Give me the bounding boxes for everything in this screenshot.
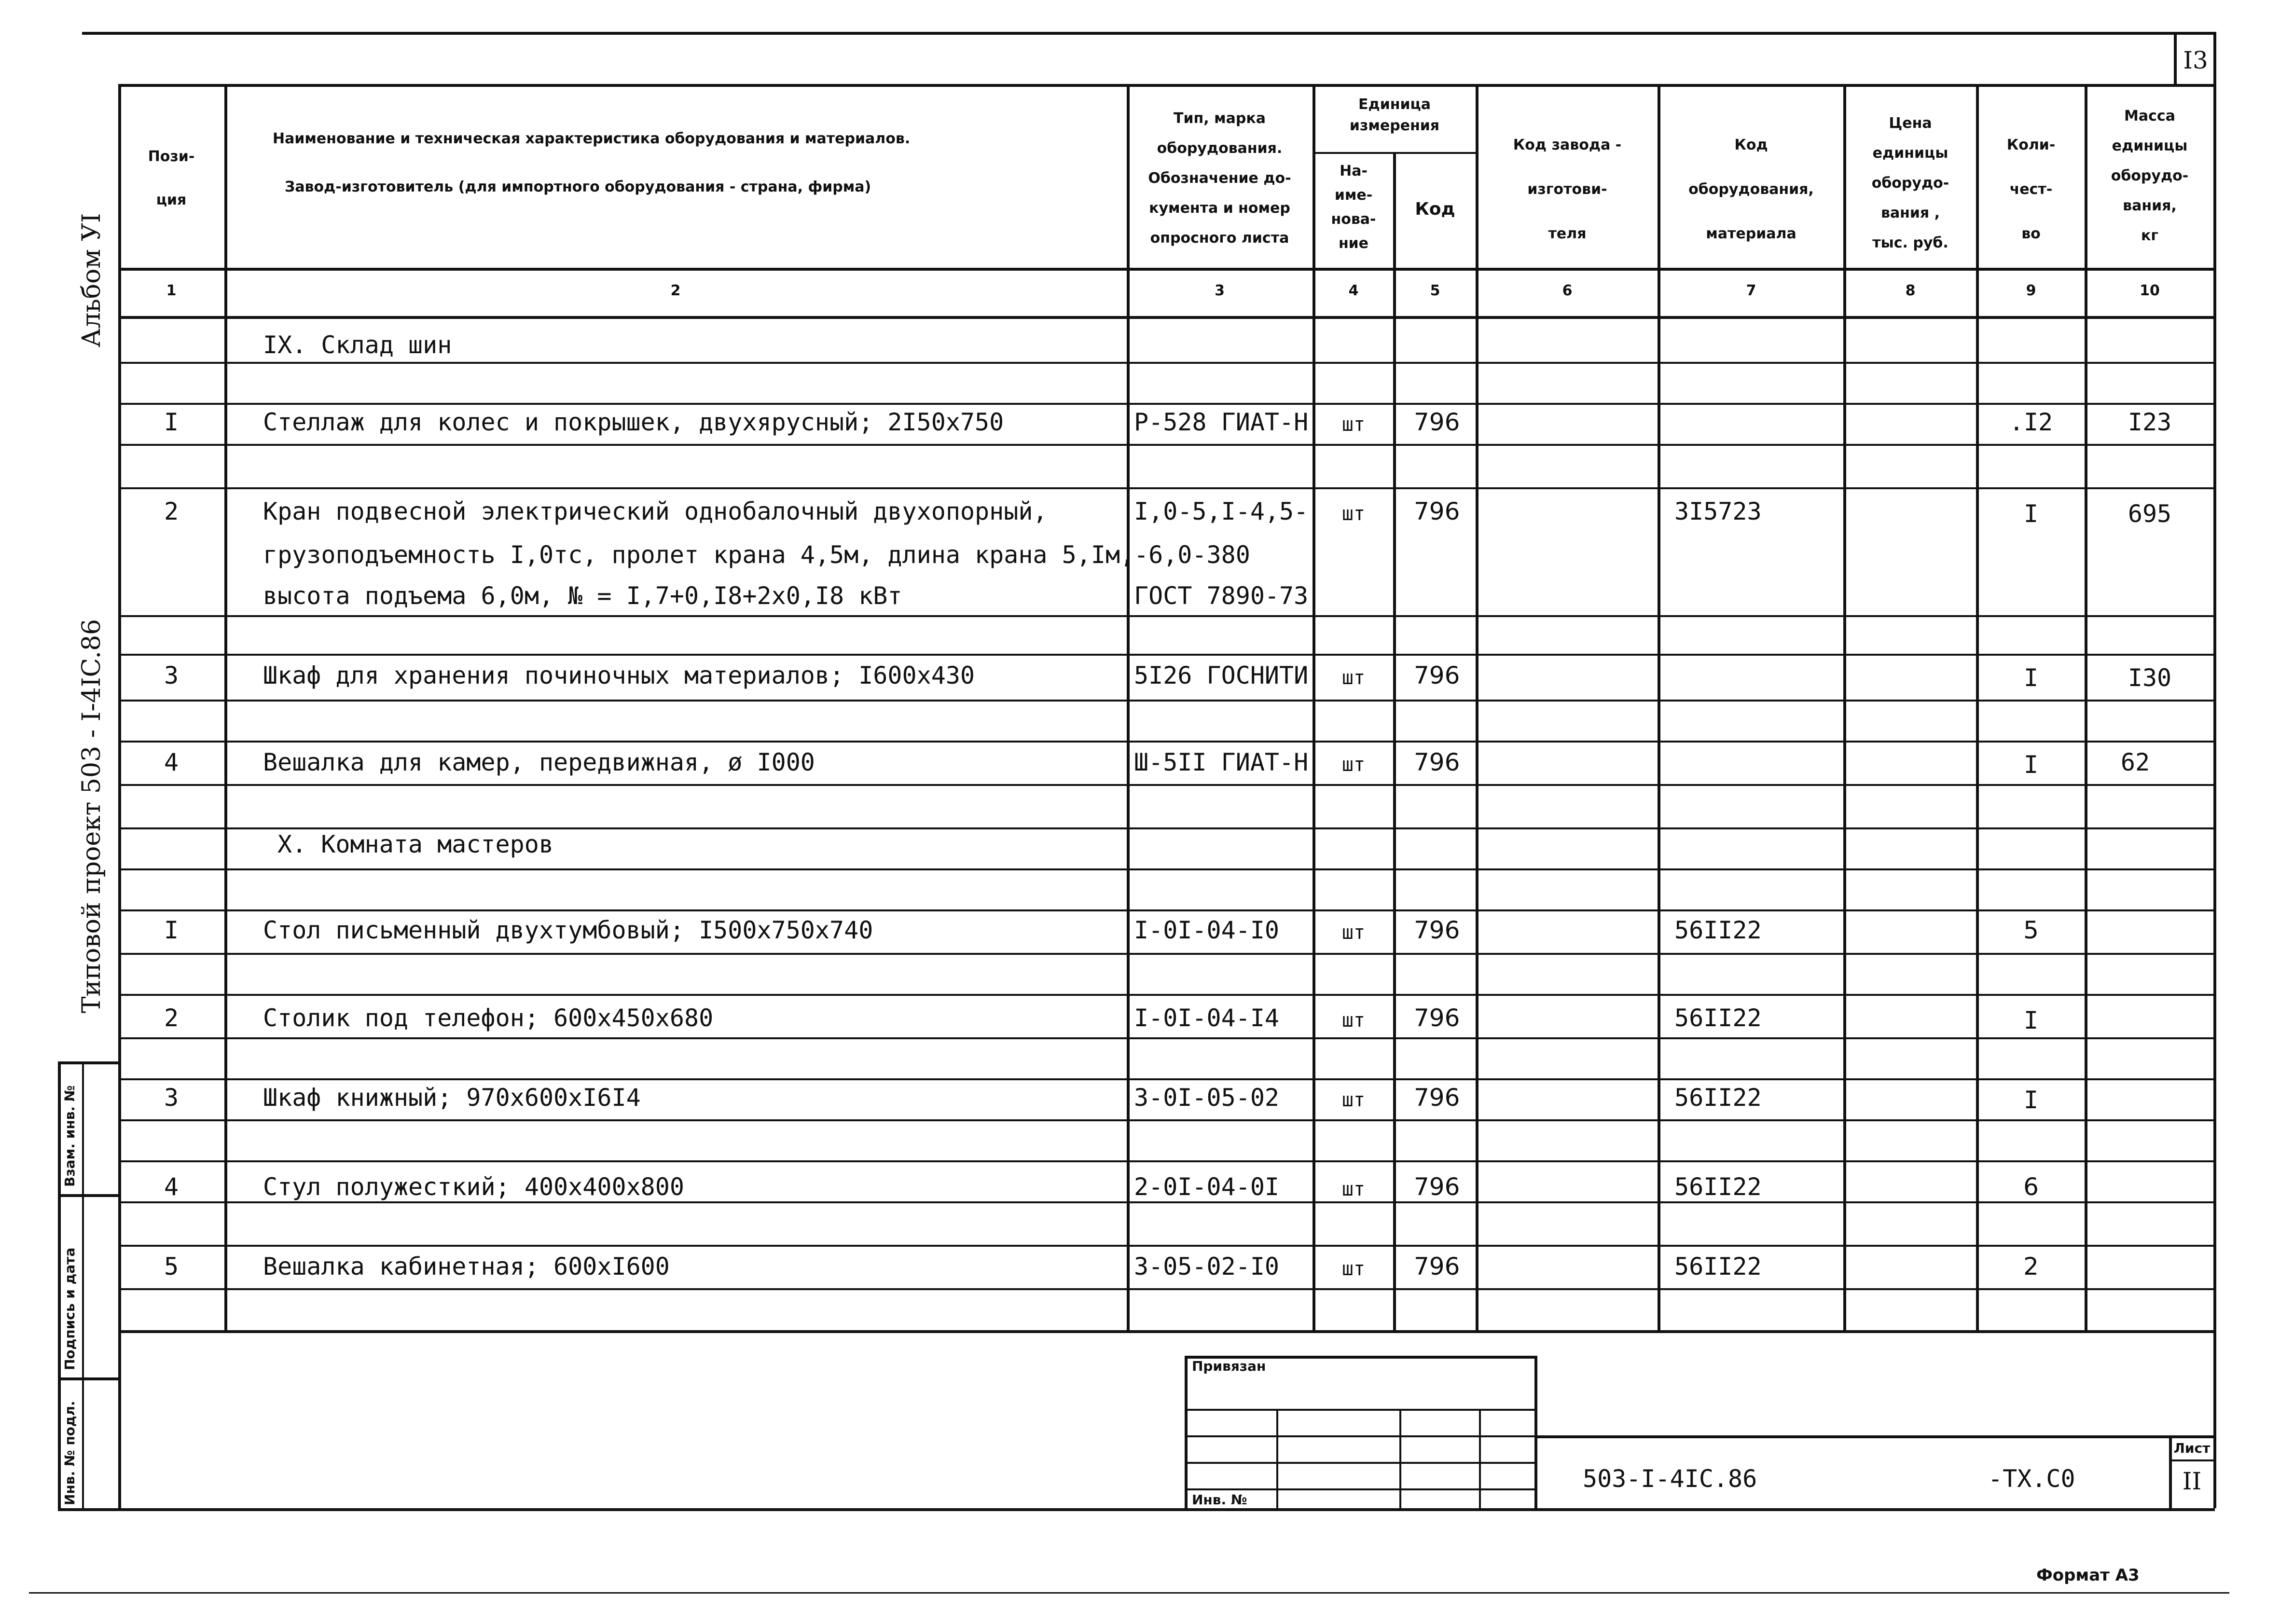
row-pos: 3 <box>164 1084 179 1112</box>
header-type-3: Обозначение до- <box>1148 170 1291 187</box>
colnum-8: 8 <box>1905 282 1916 299</box>
side-project: Типовой проект 503 - I-4IC.86 <box>77 619 106 1013</box>
header-mass-2: единицы <box>2112 138 2188 154</box>
row-code: 796 <box>1414 408 1460 436</box>
row-sep <box>118 615 2215 617</box>
stamp-line <box>1185 1462 1534 1464</box>
row-sep <box>118 1288 2215 1290</box>
stamp-line <box>1276 1409 1278 1508</box>
row-name: Стеллаж для колес и покрышек, двухярусный; 2I50х750 <box>263 408 1004 436</box>
stamp-line <box>1534 1356 1537 1508</box>
row-eq: 56II22 <box>1674 1173 1762 1201</box>
stamp-line <box>1185 1409 1534 1411</box>
row-name: Стол письменный двухтумбовый; I500х750х740 <box>263 916 873 944</box>
side-inv-podl: Инв. № подл. <box>62 1401 78 1505</box>
stamp-list-label: Лист <box>2173 1440 2211 1456</box>
row-pos: 5 <box>164 1252 179 1280</box>
row-type: 5I26 ГОСНИТИ <box>1134 661 1309 689</box>
row-unit: шт <box>1341 413 1366 436</box>
row-sep <box>118 909 2215 911</box>
stamp-list-no: II <box>2182 1467 2202 1495</box>
header-eq <box>1660 123 1842 256</box>
col-line-2 <box>1127 84 1130 1331</box>
row-type: 2-0I-04-0I <box>1134 1173 1280 1201</box>
row-qty: I <box>2023 500 2039 528</box>
header-unit-name-4: ние <box>1338 235 1369 252</box>
row-pos: I <box>164 408 179 436</box>
section-title: IX. Склад шин <box>263 331 452 359</box>
row-unit: шт <box>1341 1258 1366 1280</box>
row-eq: 56II22 <box>1674 916 1762 944</box>
stamp-privyazan: Привязан <box>1192 1358 1266 1374</box>
col-line-5 <box>1476 84 1479 1331</box>
row-pos: 4 <box>164 1173 179 1201</box>
colnum-2: 2 <box>670 282 681 299</box>
header-qty-1: Коли- <box>2006 137 2056 153</box>
row-mass: 695 <box>2128 500 2172 528</box>
header-plant-1: Код завода - <box>1513 137 1622 153</box>
left-stamp-top <box>58 1061 118 1064</box>
col-line-8 <box>1976 84 1979 1331</box>
row-code: 796 <box>1414 497 1460 525</box>
row-name: Шкаф книжный; 970х600хI6I4 <box>263 1084 641 1112</box>
header-unit-code: Код <box>1415 199 1455 219</box>
row-code: 796 <box>1414 748 1460 776</box>
row-sep <box>118 827 2215 829</box>
row-unit: шт <box>1341 1089 1366 1111</box>
colnum-9: 9 <box>2026 282 2036 299</box>
header-unit-2: измерения <box>1349 117 1440 134</box>
header-name-b: Завод-изготовитель (для импортного оборудования - страна, фирма) <box>285 179 871 195</box>
frame-bottom <box>58 1508 2215 1511</box>
row-name: Стул полужесткий; 400х400х800 <box>263 1173 684 1201</box>
header-plant-3: теля <box>1548 225 1587 242</box>
row-sep <box>118 1037 2215 1039</box>
row-unit: шт <box>1341 754 1366 776</box>
row-unit: шт <box>1341 1009 1366 1032</box>
row-name-cont: высота подъема 6,0м, № = I,7+0,I8+2х0,I8 кВт <box>263 582 902 610</box>
header-type-4: кумента и номер <box>1149 200 1290 217</box>
row-type: 3-05-02-I0 <box>1134 1252 1280 1280</box>
left-stamp-mid <box>82 1061 84 1508</box>
row-mass: 62 <box>2120 748 2150 776</box>
row-pos: I <box>164 916 179 944</box>
row-name: Столик под телефон; 600х450х680 <box>263 1004 714 1032</box>
row-sep <box>118 953 2215 955</box>
row-code: 796 <box>1414 1004 1460 1032</box>
row-qty: I <box>2023 751 2039 779</box>
row-sep <box>118 994 2215 996</box>
colnum-1: 1 <box>166 282 177 299</box>
row-sep <box>118 487 2215 489</box>
row-name-cont: грузоподъемность I,0тс, пролет крана 4,5м, длина крана 5,Iм, <box>263 541 1135 569</box>
header-mass <box>2087 101 2212 251</box>
header-qty-2: чест- <box>2009 181 2053 198</box>
row-sep <box>118 403 2215 405</box>
row-unit: шт <box>1341 922 1366 944</box>
stamp-line <box>1479 1409 1481 1508</box>
frame-right <box>2213 32 2216 1508</box>
colnum-6: 6 <box>1562 282 1573 299</box>
stamp-line <box>1185 1488 1534 1490</box>
row-sep <box>118 1119 2215 1121</box>
side-podpis: Подпись и дата <box>62 1247 78 1370</box>
colnum-4: 4 <box>1348 282 1359 299</box>
row-eq: 56II22 <box>1674 1252 1762 1280</box>
row-sep <box>118 1078 2215 1080</box>
header-mass-1: Масса <box>2124 108 2175 124</box>
row-pos: 3 <box>164 661 179 689</box>
header-name-a: Наименование и техническая характеристика оборудования и материалов. <box>273 130 911 147</box>
col-line-6 <box>1658 84 1660 1331</box>
row-qty: 2 <box>2023 1252 2039 1280</box>
header-eq-1: Код <box>1734 137 1768 153</box>
side-vzam: Взам. инв. № <box>62 1085 78 1187</box>
row-eq: 3I5723 <box>1674 497 1762 525</box>
row-pos: 4 <box>164 748 179 776</box>
header-plant-2: изготови- <box>1527 181 1607 198</box>
row-sep <box>118 700 2215 702</box>
row-name: Вешалка кабинетная; 600хI600 <box>263 1252 670 1280</box>
row-sep <box>118 444 2215 446</box>
row-name: Кран подвесной электрический однобалочный двухопорный, <box>263 497 1048 525</box>
row-type-cont: -6,0-380 <box>1134 541 1250 569</box>
left-stamp-div1 <box>58 1194 118 1197</box>
unit-header-div <box>1313 152 1476 154</box>
header-type <box>1129 104 1310 253</box>
left-stamp-border <box>58 1061 61 1508</box>
row-pos: 2 <box>164 497 179 525</box>
row-name: Вешалка для камер, передвижная, ø I000 <box>263 748 815 776</box>
row-sep <box>118 784 2215 786</box>
header-price-3: оборудо- <box>1871 175 1949 192</box>
row-sep <box>118 1245 2215 1247</box>
header-unit <box>1315 94 1474 137</box>
header-unit-name-3: нова- <box>1331 211 1376 228</box>
sheet-number-top: I3 <box>2183 46 2208 74</box>
header-bottom <box>118 268 2215 271</box>
row-pos: 2 <box>164 1004 179 1032</box>
row-sep <box>118 1201 2215 1203</box>
row-code: 796 <box>1414 916 1460 944</box>
row-type: Ш-5II ГИАТ-Н <box>1134 748 1309 776</box>
colnum-5: 5 <box>1430 282 1440 299</box>
stamp-line <box>1399 1409 1401 1508</box>
row-qty: 5 <box>2023 916 2039 944</box>
row-eq: 56II22 <box>1674 1084 1762 1112</box>
row-qty: I <box>2023 1006 2039 1034</box>
colnum-7: 7 <box>1746 282 1756 299</box>
col-line-1 <box>224 84 227 1331</box>
header-unit-name-2: име- <box>1334 187 1373 204</box>
row-type: I,0-5,I-4,5- <box>1134 497 1309 525</box>
header-type-1: Тип, марка <box>1174 110 1266 127</box>
table-bottom <box>118 1330 2215 1333</box>
row-sep <box>118 654 2215 656</box>
frame-top <box>118 84 2215 87</box>
row-type: I-0I-04-I4 <box>1134 1004 1280 1032</box>
header-price <box>1846 109 1975 258</box>
row-qty: .I2 <box>2009 408 2053 436</box>
header-eq-2: оборудования, <box>1688 181 1814 198</box>
left-stamp-div2 <box>58 1377 118 1380</box>
row-type: 3-0I-05-02 <box>1134 1084 1280 1112</box>
stamp-line <box>1185 1356 1188 1508</box>
row-mass: I23 <box>2128 408 2172 436</box>
stamp-line <box>1185 1435 1534 1437</box>
header-price-4: вания , <box>1880 205 1940 221</box>
header-mass-5: кг <box>2141 227 2159 244</box>
row-eq: 56II22 <box>1674 1004 1762 1032</box>
section-title: X. Комната мастеров <box>277 830 553 858</box>
col-line-3 <box>1313 84 1315 1331</box>
colnum-bottom <box>118 316 2215 319</box>
header-unit-1: Единица <box>1358 96 1431 113</box>
row-code: 796 <box>1414 1252 1460 1280</box>
header-plant <box>1478 123 1657 256</box>
row-sep <box>118 1160 2215 1162</box>
row-unit: шт <box>1341 503 1366 525</box>
header-price-5: тыс. руб. <box>1872 234 1948 251</box>
bottom-rule <box>29 1592 2229 1594</box>
row-type: I-0I-04-I0 <box>1134 916 1280 944</box>
row-qty: I <box>2023 664 2039 692</box>
row-sep <box>118 868 2215 870</box>
header-type-2: оборудования. <box>1157 140 1283 157</box>
header-mass-4: вания, <box>2123 197 2177 214</box>
row-name: Шкаф для хранения починочных материалов; I600х430 <box>263 661 975 689</box>
row-qty: I <box>2023 1086 2039 1114</box>
row-unit: шт <box>1341 1178 1366 1200</box>
row-type-cont: ГОСТ 7890-73 <box>1134 582 1309 610</box>
row-mass: I30 <box>2128 664 2172 692</box>
row-code: 796 <box>1414 661 1460 689</box>
doc-suffix: -ТХ.С0 <box>1988 1465 2075 1493</box>
colnum-10: 10 <box>2140 282 2160 299</box>
header-unit-name <box>1315 159 1392 256</box>
col-line-7 <box>1843 84 1846 1331</box>
header-price-2: единицы <box>1872 145 1948 162</box>
header-qty-3: во <box>2021 225 2041 242</box>
side-album: Альбом УI <box>77 213 106 347</box>
col-line-9 <box>2085 84 2087 1331</box>
colnum-3: 3 <box>1215 282 1225 299</box>
header-unit-name-1: На- <box>1340 163 1368 179</box>
row-unit: шт <box>1341 667 1366 689</box>
row-type: Р-528 ГИАТ-Н <box>1134 408 1309 436</box>
header-mass-3: оборудо- <box>2111 167 2189 184</box>
stamp-inv-no: Инв. № <box>1192 1492 1247 1508</box>
header-pos: Пози- ция <box>148 148 195 208</box>
header-qty <box>1978 123 2084 256</box>
row-code: 796 <box>1414 1173 1460 1201</box>
header-type-5: опросного листа <box>1150 230 1289 247</box>
top-border <box>82 32 2215 35</box>
row-qty: 6 <box>2023 1173 2039 1201</box>
row-sep <box>118 362 2215 364</box>
header-eq-3: материала <box>1706 225 1796 242</box>
row-sep <box>118 741 2215 743</box>
format-label: Формат А3 <box>2036 1566 2140 1585</box>
stamp-line <box>2169 1459 2215 1461</box>
row-code: 796 <box>1414 1084 1460 1112</box>
doc-designation: 503-I-4IC.86 <box>1583 1465 1757 1493</box>
stamp-line <box>1534 1435 2215 1438</box>
header-price-1: Цена <box>1889 115 1932 132</box>
